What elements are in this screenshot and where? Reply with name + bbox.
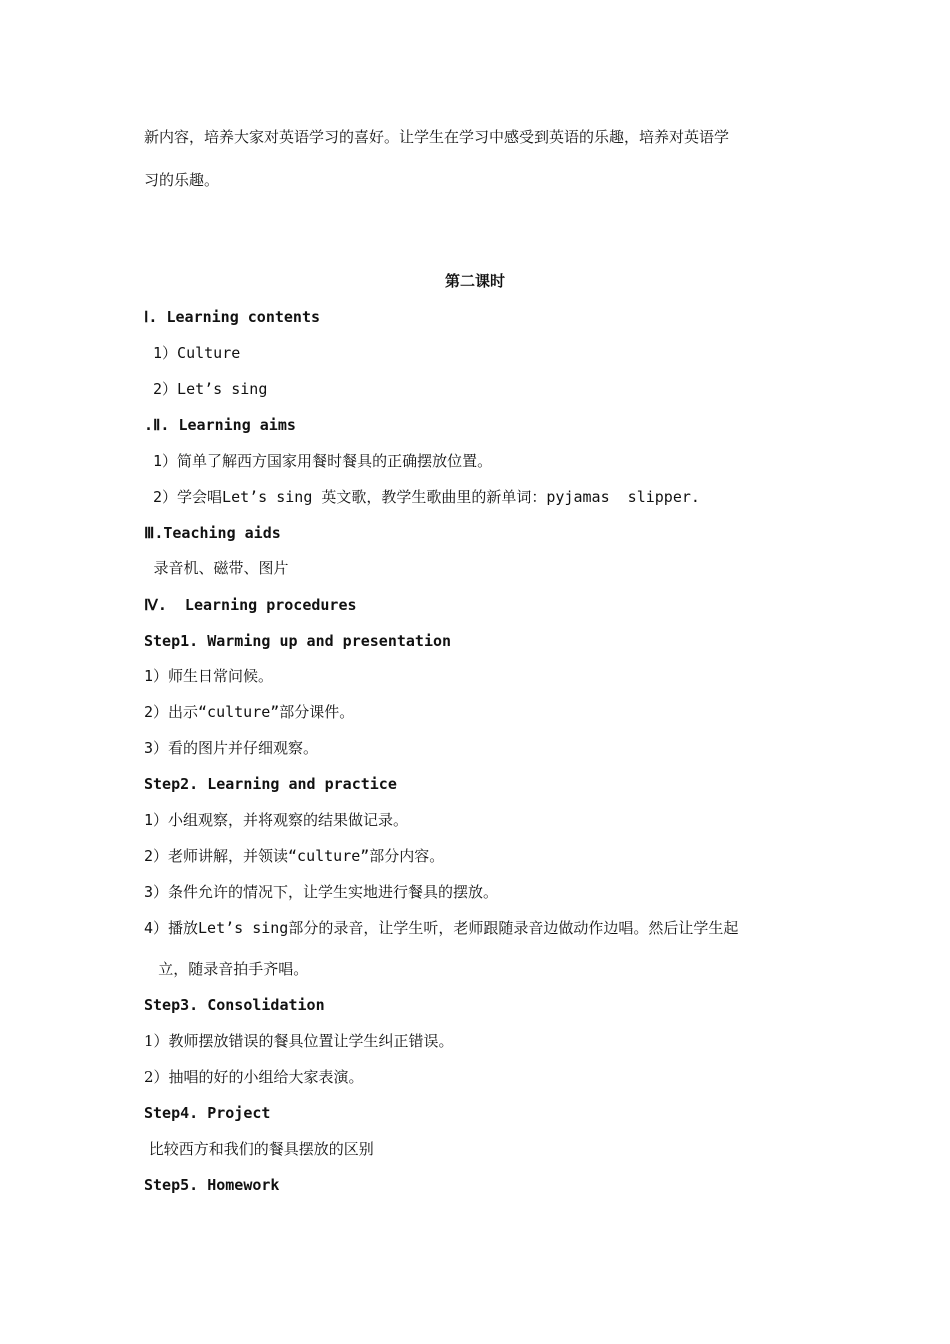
step-3-item-2: 2）抽唱的好的小组给大家表演。 (144, 1068, 364, 1086)
section-1-item-2: 2）Let’s sing (144, 380, 268, 398)
step-3-item-1: 1）教师摆放错误的餐具位置让学生纠正错误。 (144, 1032, 454, 1050)
section-2-heading: .Ⅱ. Learning aims (144, 416, 296, 434)
section-1-heading: Ⅰ. Learning contents (144, 308, 321, 326)
section-3-text: 录音机、磁带、图片 (144, 559, 289, 577)
step-1-item-2: 2）出示“culture”部分课件。 (144, 703, 355, 721)
step-1-item-1: 1）师生日常问候。 (144, 667, 274, 685)
step-2-item-3: 3）条件允许的情况下，让学生实地进行餐具的摆放。 (144, 883, 499, 901)
step-1-heading: Step1. Warming up and presentation (144, 632, 452, 650)
intro-line-2: 习的乐趣。 (144, 171, 220, 189)
intro-line-1: 新内容，培养大家对英语学习的喜好。让学生在学习中感受到英语的乐趣，培养对英语学 (144, 128, 730, 146)
section-4-heading: Ⅳ. Learning procedures (144, 596, 357, 614)
section-3-heading: Ⅲ.Teaching aids (144, 524, 281, 542)
step-2-item-4: 4）播放Let’s sing部分的录音，让学生听，老师跟随录音边做动作边唱。然后让学生起 (144, 919, 739, 937)
section-2-item-1: 1）简单了解西方国家用餐时餐具的正确摆放位置。 (144, 452, 493, 470)
step-4-heading: Step4. Project (144, 1104, 271, 1122)
step-5-heading: Step5. Homework (144, 1176, 280, 1194)
section-2-item-2: 2）学会唱Let’s sing 英文歌，教学生歌曲里的新单词：pyjamas slipper. (144, 488, 700, 506)
step-2-heading: Step2. Learning and practice (144, 775, 397, 793)
step-3-heading: Step3. Consolidation (144, 996, 325, 1014)
step-4-text: 比较西方和我们的餐具摆放的区别 (144, 1140, 374, 1158)
step-2-item-4-continuation: 立，随录音拍手齐唱。 (144, 960, 309, 978)
lesson-title: 第二课时 (444, 272, 505, 290)
step-1-item-3: 3）看的图片并仔细观察。 (144, 739, 319, 757)
section-1-item-1: 1）Culture (144, 344, 241, 362)
step-2-item-1: 1）小组观察，并将观察的结果做记录。 (144, 811, 409, 829)
step-2-item-2: 2）老师讲解，并领读“culture”部分内容。 (144, 847, 445, 865)
